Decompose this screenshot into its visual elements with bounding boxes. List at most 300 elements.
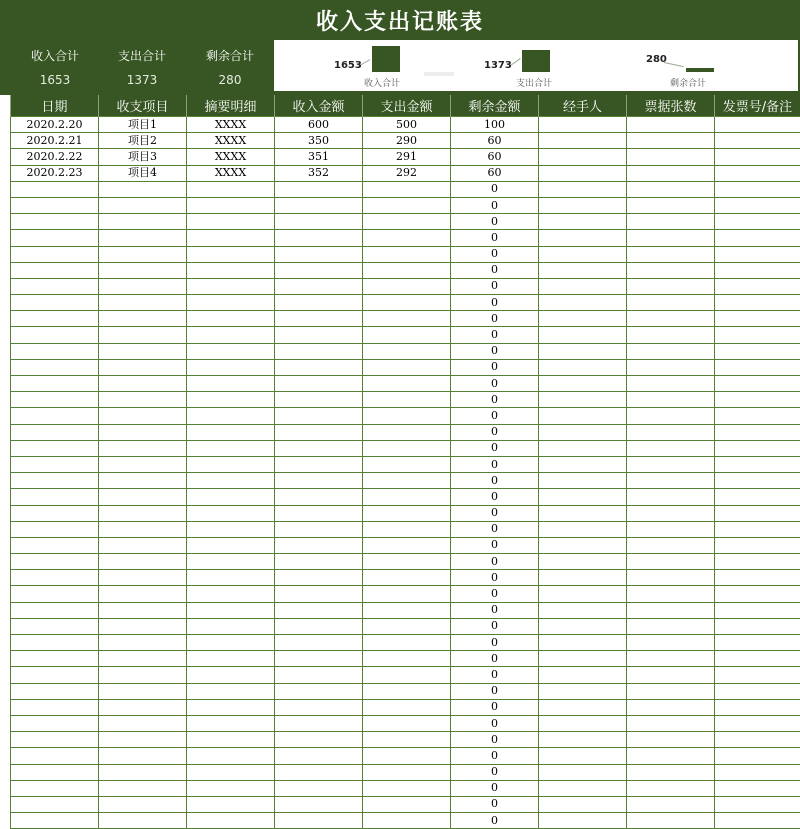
cell-date[interactable] — [11, 651, 99, 667]
cell-balance[interactable]: 0 — [451, 376, 539, 392]
cell-summary[interactable] — [187, 408, 275, 424]
cell-balance[interactable]: 0 — [451, 602, 539, 618]
cell-invoice-note[interactable] — [715, 149, 800, 165]
cell-date[interactable] — [11, 699, 99, 715]
cell-item[interactable]: 项目1 — [99, 117, 187, 133]
cell-invoice-note[interactable] — [715, 715, 800, 731]
cell-summary[interactable]: XXXX — [187, 117, 275, 133]
cell-expense[interactable] — [363, 732, 451, 748]
cell-handler[interactable] — [539, 683, 627, 699]
cell-summary[interactable] — [187, 764, 275, 780]
cell-date[interactable] — [11, 197, 99, 213]
cell-item[interactable] — [99, 813, 187, 829]
cell-summary[interactable] — [187, 683, 275, 699]
cell-date[interactable] — [11, 715, 99, 731]
cell-item[interactable] — [99, 570, 187, 586]
cell-summary[interactable] — [187, 230, 275, 246]
cell-handler[interactable] — [539, 489, 627, 505]
cell-item[interactable] — [99, 586, 187, 602]
cell-income[interactable] — [275, 683, 363, 699]
cell-expense[interactable] — [363, 197, 451, 213]
cell-summary[interactable] — [187, 537, 275, 553]
cell-invoice-note[interactable] — [715, 489, 800, 505]
cell-expense[interactable] — [363, 408, 451, 424]
cell-invoice-note[interactable] — [715, 780, 800, 796]
cell-invoice-note[interactable] — [715, 392, 800, 408]
cell-balance[interactable]: 0 — [451, 197, 539, 213]
cell-balance[interactable]: 100 — [451, 117, 539, 133]
cell-invoice-note[interactable] — [715, 699, 800, 715]
cell-handler[interactable] — [539, 570, 627, 586]
cell-date[interactable] — [11, 473, 99, 489]
cell-item[interactable] — [99, 359, 187, 375]
cell-handler[interactable] — [539, 214, 627, 230]
cell-income[interactable]: 352 — [275, 165, 363, 181]
cell-date[interactable] — [11, 586, 99, 602]
cell-income[interactable]: 351 — [275, 149, 363, 165]
cell-balance[interactable]: 0 — [451, 570, 539, 586]
cell-expense[interactable] — [363, 311, 451, 327]
cell-expense[interactable] — [363, 181, 451, 197]
cell-item[interactable] — [99, 699, 187, 715]
cell-income[interactable]: 600 — [275, 117, 363, 133]
cell-income[interactable] — [275, 359, 363, 375]
cell-summary[interactable]: XXXX — [187, 133, 275, 149]
cell-invoice-note[interactable] — [715, 473, 800, 489]
cell-date[interactable] — [11, 796, 99, 812]
cell-date[interactable]: 2020.2.23 — [11, 165, 99, 181]
mini-chart-income[interactable] — [324, 40, 444, 91]
cell-item[interactable] — [99, 246, 187, 262]
cell-receipt-count[interactable] — [627, 586, 715, 602]
cell-summary[interactable] — [187, 181, 275, 197]
cell-item[interactable] — [99, 214, 187, 230]
cell-income[interactable] — [275, 197, 363, 213]
cell-handler[interactable] — [539, 246, 627, 262]
cell-balance[interactable]: 0 — [451, 699, 539, 715]
cell-item[interactable] — [99, 748, 187, 764]
cell-income[interactable] — [275, 748, 363, 764]
cell-receipt-count[interactable] — [627, 311, 715, 327]
cell-expense[interactable] — [363, 424, 451, 440]
cell-handler[interactable] — [539, 408, 627, 424]
cell-handler[interactable] — [539, 521, 627, 537]
cell-date[interactable] — [11, 327, 99, 343]
cell-expense[interactable]: 292 — [363, 165, 451, 181]
column-header-invoice-note[interactable]: 发票号/备注 — [715, 95, 800, 117]
cell-invoice-note[interactable] — [715, 732, 800, 748]
cell-item[interactable] — [99, 197, 187, 213]
cell-balance[interactable]: 0 — [451, 392, 539, 408]
cell-item[interactable] — [99, 456, 187, 472]
cell-receipt-count[interactable] — [627, 570, 715, 586]
cell-balance[interactable]: 0 — [451, 554, 539, 570]
cell-item[interactable] — [99, 262, 187, 278]
cell-summary[interactable] — [187, 748, 275, 764]
cell-date[interactable] — [11, 635, 99, 651]
column-header-item[interactable]: 收支项目 — [99, 95, 187, 117]
cell-receipt-count[interactable] — [627, 408, 715, 424]
cell-item[interactable] — [99, 732, 187, 748]
cell-handler[interactable] — [539, 311, 627, 327]
cell-balance[interactable]: 60 — [451, 133, 539, 149]
cell-date[interactable] — [11, 780, 99, 796]
cell-income[interactable] — [275, 813, 363, 829]
cell-invoice-note[interactable] — [715, 295, 800, 311]
column-header-expense[interactable]: 支出金额 — [363, 95, 451, 117]
cell-receipt-count[interactable] — [627, 230, 715, 246]
cell-invoice-note[interactable] — [715, 618, 800, 634]
cell-summary[interactable] — [187, 246, 275, 262]
cell-handler[interactable] — [539, 376, 627, 392]
cell-handler[interactable] — [539, 327, 627, 343]
cell-item[interactable] — [99, 796, 187, 812]
cell-balance[interactable]: 0 — [451, 586, 539, 602]
cell-date[interactable] — [11, 181, 99, 197]
cell-date[interactable] — [11, 456, 99, 472]
cell-income[interactable] — [275, 343, 363, 359]
cell-receipt-count[interactable] — [627, 667, 715, 683]
cell-handler[interactable] — [539, 554, 627, 570]
cell-item[interactable] — [99, 489, 187, 505]
cell-summary[interactable] — [187, 780, 275, 796]
cell-summary[interactable] — [187, 570, 275, 586]
cell-date[interactable] — [11, 683, 99, 699]
cell-balance[interactable]: 0 — [451, 748, 539, 764]
cell-receipt-count[interactable] — [627, 456, 715, 472]
cell-invoice-note[interactable] — [715, 505, 800, 521]
cell-date[interactable] — [11, 505, 99, 521]
cell-expense[interactable] — [363, 699, 451, 715]
cell-handler[interactable] — [539, 732, 627, 748]
cell-handler[interactable] — [539, 602, 627, 618]
cell-summary[interactable] — [187, 699, 275, 715]
cell-date[interactable]: 2020.2.22 — [11, 149, 99, 165]
cell-summary[interactable] — [187, 376, 275, 392]
cell-balance[interactable]: 0 — [451, 246, 539, 262]
cell-income[interactable] — [275, 181, 363, 197]
cell-receipt-count[interactable] — [627, 440, 715, 456]
cell-income[interactable]: 350 — [275, 133, 363, 149]
cell-item[interactable] — [99, 651, 187, 667]
cell-balance[interactable]: 0 — [451, 295, 539, 311]
cell-handler[interactable] — [539, 392, 627, 408]
cell-receipt-count[interactable] — [627, 278, 715, 294]
cell-invoice-note[interactable] — [715, 683, 800, 699]
cell-handler[interactable] — [539, 117, 627, 133]
cell-receipt-count[interactable] — [627, 133, 715, 149]
cell-handler[interactable] — [539, 262, 627, 278]
cell-handler[interactable] — [539, 813, 627, 829]
column-header-balance[interactable]: 剩余金额 — [451, 95, 539, 117]
cell-receipt-count[interactable] — [627, 618, 715, 634]
cell-balance[interactable]: 0 — [451, 262, 539, 278]
cell-balance[interactable]: 0 — [451, 537, 539, 553]
cell-balance[interactable]: 0 — [451, 796, 539, 812]
cell-date[interactable] — [11, 667, 99, 683]
cell-receipt-count[interactable] — [627, 392, 715, 408]
cell-expense[interactable] — [363, 537, 451, 553]
cell-date[interactable] — [11, 246, 99, 262]
cell-expense[interactable] — [363, 667, 451, 683]
cell-handler[interactable] — [539, 796, 627, 812]
cell-expense[interactable] — [363, 456, 451, 472]
cell-item[interactable] — [99, 181, 187, 197]
cell-handler[interactable] — [539, 343, 627, 359]
cell-balance[interactable]: 0 — [451, 214, 539, 230]
cell-handler[interactable] — [539, 748, 627, 764]
cell-expense[interactable] — [363, 376, 451, 392]
cell-receipt-count[interactable] — [627, 165, 715, 181]
cell-income[interactable] — [275, 570, 363, 586]
cell-handler[interactable] — [539, 618, 627, 634]
cell-summary[interactable] — [187, 813, 275, 829]
cell-item[interactable] — [99, 327, 187, 343]
cell-handler[interactable] — [539, 181, 627, 197]
cell-expense[interactable] — [363, 780, 451, 796]
cell-balance[interactable]: 60 — [451, 165, 539, 181]
cell-date[interactable] — [11, 618, 99, 634]
cell-item[interactable]: 项目4 — [99, 165, 187, 181]
cell-invoice-note[interactable] — [715, 796, 800, 812]
mini-chart-expense[interactable] — [474, 40, 594, 91]
cell-expense[interactable] — [363, 214, 451, 230]
cell-summary[interactable] — [187, 715, 275, 731]
cell-balance[interactable]: 0 — [451, 683, 539, 699]
cell-summary[interactable] — [187, 343, 275, 359]
cell-handler[interactable] — [539, 505, 627, 521]
cell-item[interactable] — [99, 408, 187, 424]
cell-invoice-note[interactable] — [715, 764, 800, 780]
cell-balance[interactable]: 0 — [451, 359, 539, 375]
cell-handler[interactable] — [539, 295, 627, 311]
cell-receipt-count[interactable] — [627, 505, 715, 521]
cell-item[interactable] — [99, 764, 187, 780]
cell-receipt-count[interactable] — [627, 537, 715, 553]
cell-summary[interactable] — [187, 262, 275, 278]
cell-income[interactable] — [275, 327, 363, 343]
cell-date[interactable] — [11, 408, 99, 424]
cell-summary[interactable]: XXXX — [187, 149, 275, 165]
cell-summary[interactable] — [187, 456, 275, 472]
cell-date[interactable] — [11, 376, 99, 392]
cell-receipt-count[interactable] — [627, 715, 715, 731]
cell-invoice-note[interactable] — [715, 343, 800, 359]
cell-expense[interactable] — [363, 635, 451, 651]
cell-receipt-count[interactable] — [627, 117, 715, 133]
cell-income[interactable] — [275, 635, 363, 651]
cell-income[interactable] — [275, 764, 363, 780]
cell-item[interactable] — [99, 440, 187, 456]
cell-summary[interactable]: XXXX — [187, 165, 275, 181]
cell-balance[interactable]: 0 — [451, 343, 539, 359]
cell-balance[interactable]: 0 — [451, 456, 539, 472]
cell-expense[interactable] — [363, 796, 451, 812]
cell-income[interactable] — [275, 262, 363, 278]
cell-summary[interactable] — [187, 667, 275, 683]
cell-balance[interactable]: 0 — [451, 181, 539, 197]
cell-income[interactable] — [275, 473, 363, 489]
cell-item[interactable] — [99, 683, 187, 699]
cell-item[interactable] — [99, 715, 187, 731]
cell-expense[interactable] — [363, 715, 451, 731]
cell-receipt-count[interactable] — [627, 149, 715, 165]
cell-invoice-note[interactable] — [715, 667, 800, 683]
cell-item[interactable] — [99, 376, 187, 392]
cell-item[interactable] — [99, 667, 187, 683]
cell-income[interactable] — [275, 732, 363, 748]
cell-item[interactable] — [99, 521, 187, 537]
cell-date[interactable] — [11, 392, 99, 408]
cell-invoice-note[interactable] — [715, 230, 800, 246]
cell-receipt-count[interactable] — [627, 554, 715, 570]
cell-summary[interactable] — [187, 359, 275, 375]
cell-receipt-count[interactable] — [627, 602, 715, 618]
cell-income[interactable] — [275, 780, 363, 796]
cell-invoice-note[interactable] — [715, 376, 800, 392]
cell-date[interactable] — [11, 489, 99, 505]
cell-handler[interactable] — [539, 780, 627, 796]
cell-handler[interactable] — [539, 424, 627, 440]
cell-handler[interactable] — [539, 149, 627, 165]
cell-invoice-note[interactable] — [715, 813, 800, 829]
cell-income[interactable] — [275, 699, 363, 715]
cell-balance[interactable]: 0 — [451, 618, 539, 634]
cell-summary[interactable] — [187, 473, 275, 489]
cell-balance[interactable]: 0 — [451, 440, 539, 456]
cell-summary[interactable] — [187, 278, 275, 294]
cell-balance[interactable]: 0 — [451, 473, 539, 489]
cell-item[interactable] — [99, 618, 187, 634]
cell-item[interactable] — [99, 635, 187, 651]
cell-expense[interactable] — [363, 748, 451, 764]
cell-summary[interactable] — [187, 392, 275, 408]
cell-invoice-note[interactable] — [715, 635, 800, 651]
cell-expense[interactable] — [363, 683, 451, 699]
cell-income[interactable] — [275, 554, 363, 570]
cell-expense[interactable] — [363, 505, 451, 521]
cell-invoice-note[interactable] — [715, 554, 800, 570]
cell-item[interactable] — [99, 537, 187, 553]
cell-invoice-note[interactable] — [715, 311, 800, 327]
cell-date[interactable] — [11, 537, 99, 553]
cell-date[interactable] — [11, 732, 99, 748]
cell-receipt-count[interactable] — [627, 262, 715, 278]
cell-receipt-count[interactable] — [627, 197, 715, 213]
cell-item[interactable] — [99, 554, 187, 570]
cell-summary[interactable] — [187, 796, 275, 812]
cell-receipt-count[interactable] — [627, 473, 715, 489]
cell-invoice-note[interactable] — [715, 165, 800, 181]
cell-income[interactable] — [275, 246, 363, 262]
cell-item[interactable]: 项目2 — [99, 133, 187, 149]
cell-receipt-count[interactable] — [627, 181, 715, 197]
cell-balance[interactable]: 0 — [451, 489, 539, 505]
cell-income[interactable] — [275, 311, 363, 327]
cell-expense[interactable] — [363, 618, 451, 634]
cell-summary[interactable] — [187, 635, 275, 651]
cell-date[interactable] — [11, 214, 99, 230]
cell-date[interactable] — [11, 764, 99, 780]
cell-balance[interactable]: 0 — [451, 732, 539, 748]
cell-receipt-count[interactable] — [627, 780, 715, 796]
cell-handler[interactable] — [539, 537, 627, 553]
cell-item[interactable] — [99, 473, 187, 489]
cell-receipt-count[interactable] — [627, 764, 715, 780]
cell-date[interactable] — [11, 602, 99, 618]
cell-invoice-note[interactable] — [715, 197, 800, 213]
cell-handler[interactable] — [539, 715, 627, 731]
cell-balance[interactable]: 60 — [451, 149, 539, 165]
summary-balance[interactable] — [185, 40, 275, 95]
cell-summary[interactable] — [187, 505, 275, 521]
cell-expense[interactable]: 290 — [363, 133, 451, 149]
column-header-handler[interactable]: 经手人 — [539, 95, 627, 117]
cell-item[interactable] — [99, 780, 187, 796]
cell-receipt-count[interactable] — [627, 246, 715, 262]
cell-balance[interactable]: 0 — [451, 715, 539, 731]
cell-date[interactable]: 2020.2.20 — [11, 117, 99, 133]
cell-handler[interactable] — [539, 230, 627, 246]
cell-item[interactable]: 项目3 — [99, 149, 187, 165]
cell-expense[interactable] — [363, 651, 451, 667]
cell-handler[interactable] — [539, 456, 627, 472]
cell-date[interactable] — [11, 359, 99, 375]
cell-balance[interactable]: 0 — [451, 780, 539, 796]
cell-date[interactable] — [11, 748, 99, 764]
cell-handler[interactable] — [539, 586, 627, 602]
cell-receipt-count[interactable] — [627, 489, 715, 505]
cell-income[interactable] — [275, 521, 363, 537]
cell-handler[interactable] — [539, 197, 627, 213]
cell-balance[interactable]: 0 — [451, 635, 539, 651]
cell-summary[interactable] — [187, 602, 275, 618]
cell-balance[interactable]: 0 — [451, 278, 539, 294]
cell-summary[interactable] — [187, 214, 275, 230]
cell-invoice-note[interactable] — [715, 748, 800, 764]
cell-income[interactable] — [275, 440, 363, 456]
cell-income[interactable] — [275, 537, 363, 553]
cell-income[interactable] — [275, 295, 363, 311]
cell-balance[interactable]: 0 — [451, 667, 539, 683]
cell-item[interactable] — [99, 230, 187, 246]
cell-invoice-note[interactable] — [715, 246, 800, 262]
cell-summary[interactable] — [187, 489, 275, 505]
cell-expense[interactable] — [363, 327, 451, 343]
cell-summary[interactable] — [187, 311, 275, 327]
cell-handler[interactable] — [539, 165, 627, 181]
cell-balance[interactable]: 0 — [451, 764, 539, 780]
cell-handler[interactable] — [539, 440, 627, 456]
cell-invoice-note[interactable] — [715, 327, 800, 343]
cell-summary[interactable] — [187, 554, 275, 570]
cell-expense[interactable] — [363, 554, 451, 570]
cell-invoice-note[interactable] — [715, 424, 800, 440]
cell-expense[interactable] — [363, 473, 451, 489]
cell-invoice-note[interactable] — [715, 133, 800, 149]
cell-invoice-note[interactable] — [715, 570, 800, 586]
cell-invoice-note[interactable] — [715, 359, 800, 375]
cell-summary[interactable] — [187, 586, 275, 602]
cell-expense[interactable] — [363, 586, 451, 602]
cell-expense[interactable] — [363, 343, 451, 359]
cell-summary[interactable] — [187, 295, 275, 311]
summary-expense[interactable] — [97, 40, 187, 95]
cell-handler[interactable] — [539, 278, 627, 294]
cell-expense[interactable]: 500 — [363, 117, 451, 133]
cell-expense[interactable] — [363, 489, 451, 505]
cell-expense[interactable] — [363, 521, 451, 537]
